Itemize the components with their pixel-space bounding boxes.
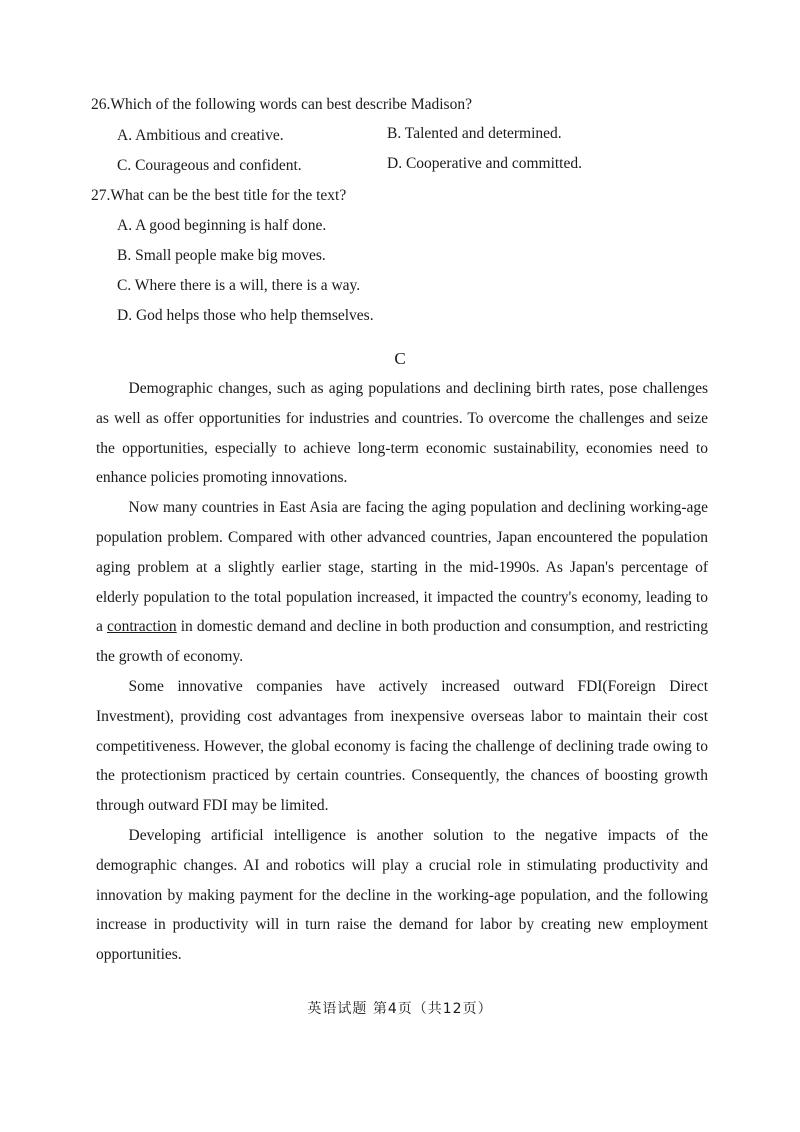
question-26-option-b: B. Talented and determined. <box>387 125 562 142</box>
underlined-word-contraction: contraction <box>106 618 177 636</box>
passage-paragraph-2 <box>96 493 708 672</box>
passage-paragraph-1: Demographic changes, such as aging populations and declining birth rates, pose challenges as well as offer opportunities for industries and countries. To overcome the challenges and seize the opportunities, especially to achieve long-term economic sustainability, economies need to enhance policies promoting innovations. <box>96 380 708 487</box>
passage-paragraph-2-text-start: Now many countries in East Asia are facing the aging population and declining working-age population problem. Compared with other advanced countries, Japan encountered the population aging problem at a slightly earlier stage, starting in the mid-1990s. As Japan's percentage of elderly population to the total population increased, it impacted the country's economy, leading to a <box>96 499 708 636</box>
question-27-option-b: B. Small people make big moves. <box>117 247 326 264</box>
question-27-option-d: D. God helps those who help themselves. <box>117 307 374 324</box>
section-heading: C <box>394 349 406 368</box>
question-26-option-c: C. Courageous and confident. <box>117 157 302 174</box>
passage-paragraph-2-text-end: in domestic demand and decline in both production and consumption, and restricting the growth of economy. <box>96 618 708 666</box>
question-26-option-d: D. Cooperative and committed. <box>387 155 582 172</box>
passage-paragraph-4: Developing artificial intelligence is another solution to the negative impacts of the demographic changes. AI and robotics will play a crucial role in stimulating productivity and innovation by making payment for the decline in the working-age population, and the following increase in productivity will in turn raise the demand for labor by creating new employment opportunities. <box>96 826 708 964</box>
page-footer: 英语试题 第4页（共12页） <box>307 1001 493 1017</box>
reading-passage <box>96 374 708 970</box>
passage-paragraph-3: Some innovative companies have actively increased outward FDI(Foreign Direct Investment), providing cost advantages from inexpensive overseas labor to maintain their cost competitiveness. However, the global economy is facing the challenge of declining trade owing to the protectionism practiced by certain countries. Consequently, the chances of boosting growth through outward FDI may be limited. <box>96 677 708 815</box>
question-27-option-a: A. A good beginning is half done. <box>117 217 327 234</box>
question-26-option-a: A. Ambitious and creative. <box>117 127 284 144</box>
question-27-stem: 27.What can be the best title for the text? <box>91 187 347 204</box>
question-27-option-c: C. Where there is a will, there is a way. <box>117 277 361 294</box>
question-26-stem: 26.Which of the following words can best describe Madison? <box>91 96 472 113</box>
